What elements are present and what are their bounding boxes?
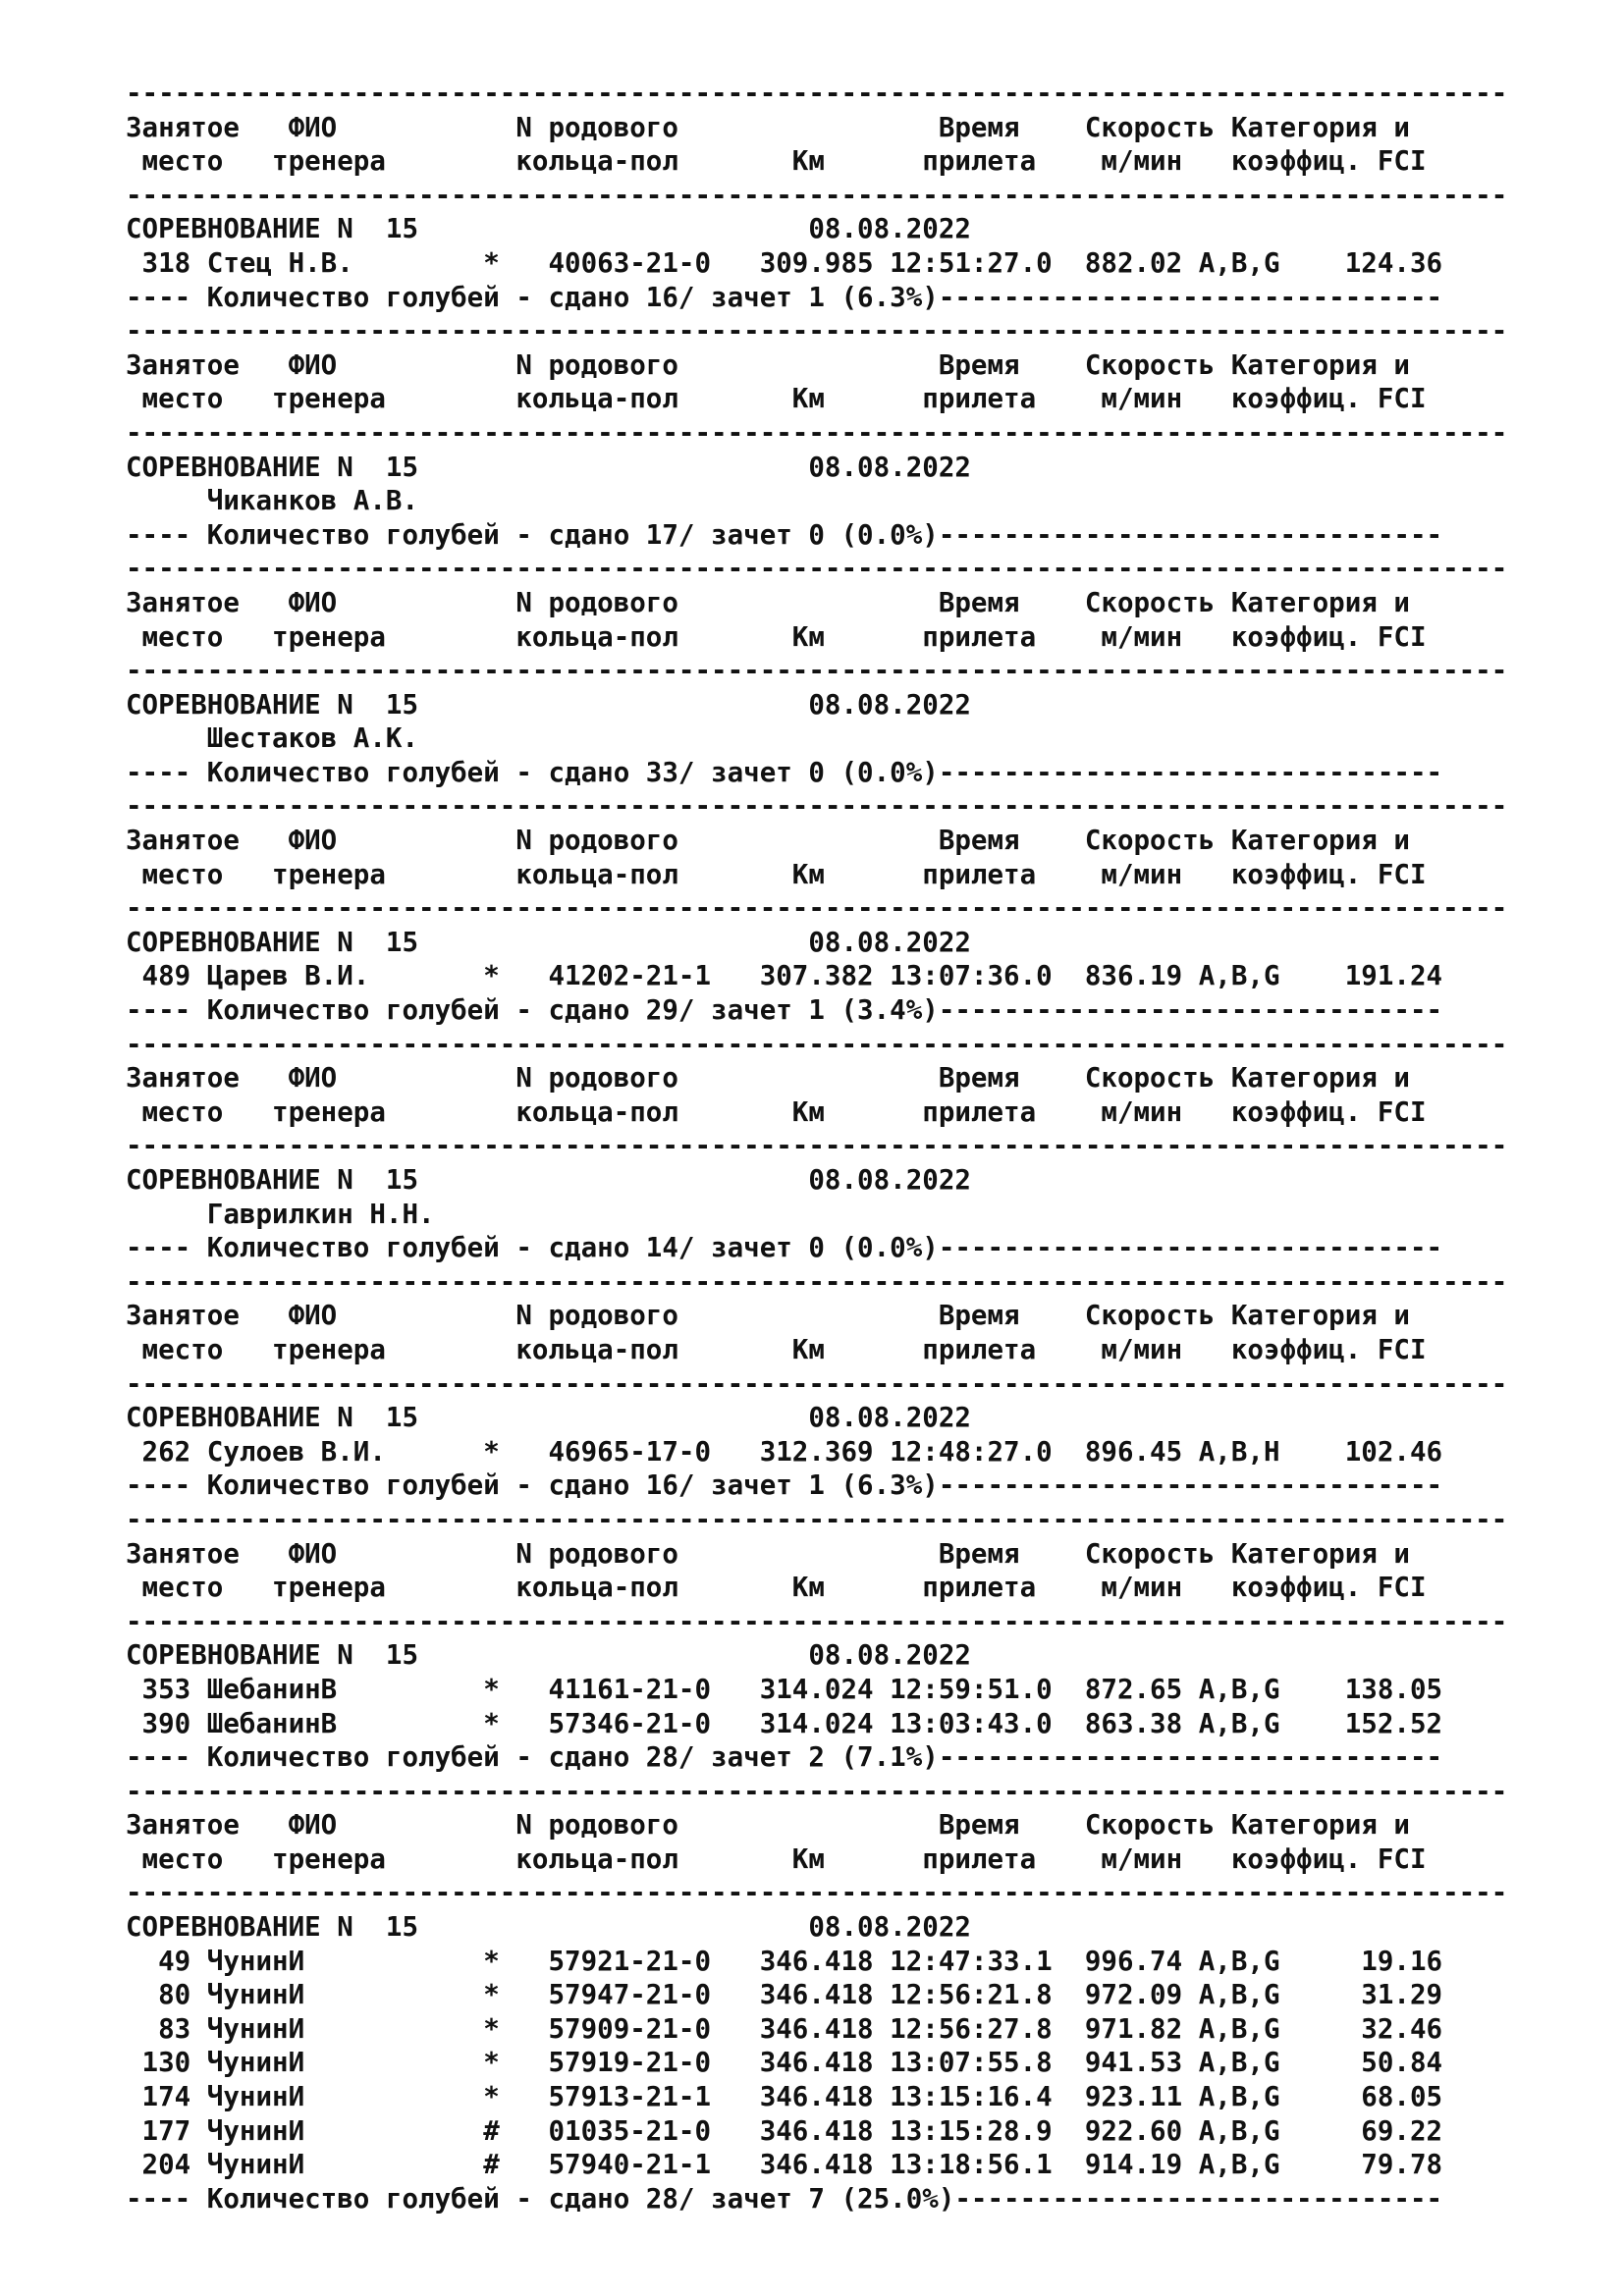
result-row: 130 ЧунинИ * 57919-21-0 346.418 13:07:55.8 941.53 A,B,G 50.84 [126, 2047, 1443, 2079]
column-header-line: место тренера кольца-пол Км прилета м/мин коэффиц. FCI [126, 858, 1427, 890]
result-row: 83 ЧунинИ * 57909-21-0 346.418 12:56:27.8 971.82 A,B,G 32.46 [126, 2012, 1443, 2045]
separator-line: ------------------------------------------------------------------------------------- [126, 1130, 1508, 1162]
summary-line: ---- Количество голубей - сдано 16/ зачет 1 (6.3%)------------------------------- [126, 281, 1443, 313]
column-header-line: место тренера кольца-пол Км прилета м/мин коэффиц. FCI [126, 383, 1427, 415]
separator-line: ------------------------------------------------------------------------------------- [126, 655, 1508, 687]
column-header-line: Занятое ФИО N родового Время Скорость Категория и [126, 1537, 1410, 1570]
column-header-line: место тренера кольца-пол Км прилета м/мин коэффиц. FCI [126, 1842, 1427, 1875]
separator-line: ------------------------------------------------------------------------------------- [126, 1877, 1508, 1909]
column-header-line: Занятое ФИО N родового Время Скорость Категория и [126, 348, 1410, 381]
separator-line: ------------------------------------------------------------------------------------- [126, 78, 1508, 109]
column-header-line: место тренера кольца-пол Км прилета м/мин коэффиц. FCI [126, 145, 1427, 178]
column-header-line: Занятое ФИО N родового Время Скорость Категория и [126, 825, 1410, 857]
competition-line: СОРЕВНОВАНИЕ N 15 08.08.2022 [126, 213, 971, 245]
column-header-line: Занятое ФИО N родового Время Скорость Категория и [126, 586, 1410, 618]
result-row: 177 ЧунинИ # 01035-21-0 346.418 13:15:28.9 922.60 A,B,G 69.22 [126, 2114, 1443, 2147]
summary-line: ---- Количество голубей - сдано 33/ зачет 0 (0.0%)------------------------------- [126, 756, 1443, 788]
column-header-line: Занятое ФИО N родового Время Скорость Категория и [126, 1300, 1410, 1332]
separator-line: ------------------------------------------------------------------------------------- [126, 790, 1508, 823]
competition-line: СОРЕВНОВАНИЕ N 15 08.08.2022 [126, 1639, 971, 1672]
separator-line: ------------------------------------------------------------------------------------- [126, 1367, 1508, 1400]
separator-line: ------------------------------------------------------------------------------------- [126, 553, 1508, 585]
result-row: 262 Сулоев В.И. * 46965-17-0 312.369 12:48:27.0 896.45 A,B,H 102.46 [126, 1435, 1443, 1468]
result-row: Гаврилкин Н.Н. [126, 1198, 435, 1230]
column-header-line: место тренера кольца-пол Км прилета м/мин коэффиц. FCI [126, 1095, 1427, 1128]
column-header-line: Занятое ФИО N родового Время Скорость Категория и [126, 111, 1410, 143]
result-row: 390 ШебанинВ * 57346-21-0 314.024 13:03:43.0 863.38 A,B,G 152.52 [126, 1707, 1443, 1739]
summary-line: ---- Количество голубей - сдано 17/ зачет 0 (0.0%)------------------------------- [126, 518, 1443, 551]
column-header-line: место тренера кольца-пол Км прилета м/мин коэффиц. FCI [126, 620, 1427, 653]
result-row: Шестаков А.К. [126, 722, 419, 755]
result-row: 353 ШебанинВ * 41161-21-0 314.024 12:59:51.0 872.65 A,B,G 138.05 [126, 1673, 1443, 1705]
summary-line: ---- Количество голубей - сдано 16/ зачет 1 (6.3%)------------------------------- [126, 1469, 1443, 1502]
column-header-line: Занятое ФИО N родового Время Скорость Категория и [126, 1809, 1410, 1842]
column-header-line: место тренера кольца-пол Км прилета м/мин коэффиц. FCI [126, 1333, 1427, 1365]
competition-line: СОРЕВНОВАНИЕ N 15 08.08.2022 [126, 1911, 971, 1944]
separator-line: ------------------------------------------------------------------------------------- [126, 1775, 1508, 1807]
summary-line: ---- Количество голубей - сдано 28/ зачет 2 (7.1%)------------------------------- [126, 1741, 1443, 1774]
result-row: 204 ЧунинИ # 57940-21-1 346.418 13:18:56.1 914.19 A,B,G 79.78 [126, 2149, 1443, 2181]
separator-line: ------------------------------------------------------------------------------------- [126, 179, 1508, 211]
competition-line: СОРЕВНОВАНИЕ N 15 08.08.2022 [126, 688, 971, 721]
result-row: Чиканков А.В. [126, 485, 419, 517]
competition-line: СОРЕВНОВАНИЕ N 15 08.08.2022 [126, 926, 971, 958]
separator-line: ------------------------------------------------------------------------------------- [126, 315, 1508, 347]
competition-line: СОРЕВНОВАНИЕ N 15 08.08.2022 [126, 1402, 971, 1434]
result-row: 489 Царев В.И. * 41202-21-1 307.382 13:07:36.0 836.19 A,B,G 191.24 [126, 960, 1443, 992]
separator-line: ------------------------------------------------------------------------------------- [126, 1503, 1508, 1535]
result-row: 80 ЧунинИ * 57947-21-0 346.418 12:56:21.8 972.09 A,B,G 31.29 [126, 1979, 1443, 2011]
column-header-line: Занятое ФИО N родового Время Скорость Категория и [126, 1062, 1410, 1095]
summary-line: ---- Количество голубей - сдано 28/ зачет 7 (25.0%)------------------------------ [126, 2182, 1443, 2215]
summary-line: ---- Количество голубей - сдано 29/ зачет 1 (3.4%)------------------------------- [126, 994, 1443, 1027]
separator-line: ------------------------------------------------------------------------------------- [126, 1605, 1508, 1637]
column-header-line: место тренера кольца-пол Км прилета м/мин коэффиц. FCI [126, 1572, 1427, 1604]
separator-line: ------------------------------------------------------------------------------------- [126, 416, 1508, 449]
separator-line: ------------------------------------------------------------------------------------- [126, 1028, 1508, 1060]
separator-line: ------------------------------------------------------------------------------------- [126, 1265, 1508, 1298]
separator-line: ------------------------------------------------------------------------------------- [126, 892, 1508, 925]
result-row: 174 ЧунинИ * 57913-21-1 346.418 13:15:16.4 923.11 A,B,G 68.05 [126, 2081, 1443, 2113]
results-report [126, 77, 1624, 2216]
competition-line: СОРЕВНОВАНИЕ N 15 08.08.2022 [126, 1164, 971, 1196]
competition-line: СОРЕВНОВАНИЕ N 15 08.08.2022 [126, 451, 971, 483]
summary-line: ---- Количество голубей - сдано 14/ зачет 0 (0.0%)------------------------------- [126, 1232, 1443, 1264]
result-row: 318 Стец Н.В. * 40063-21-0 309.985 12:51:27.0 882.02 A,B,G 124.36 [126, 246, 1443, 279]
result-row: 49 ЧунинИ * 57921-21-0 346.418 12:47:33.1 996.74 A,B,G 19.16 [126, 1945, 1443, 1977]
